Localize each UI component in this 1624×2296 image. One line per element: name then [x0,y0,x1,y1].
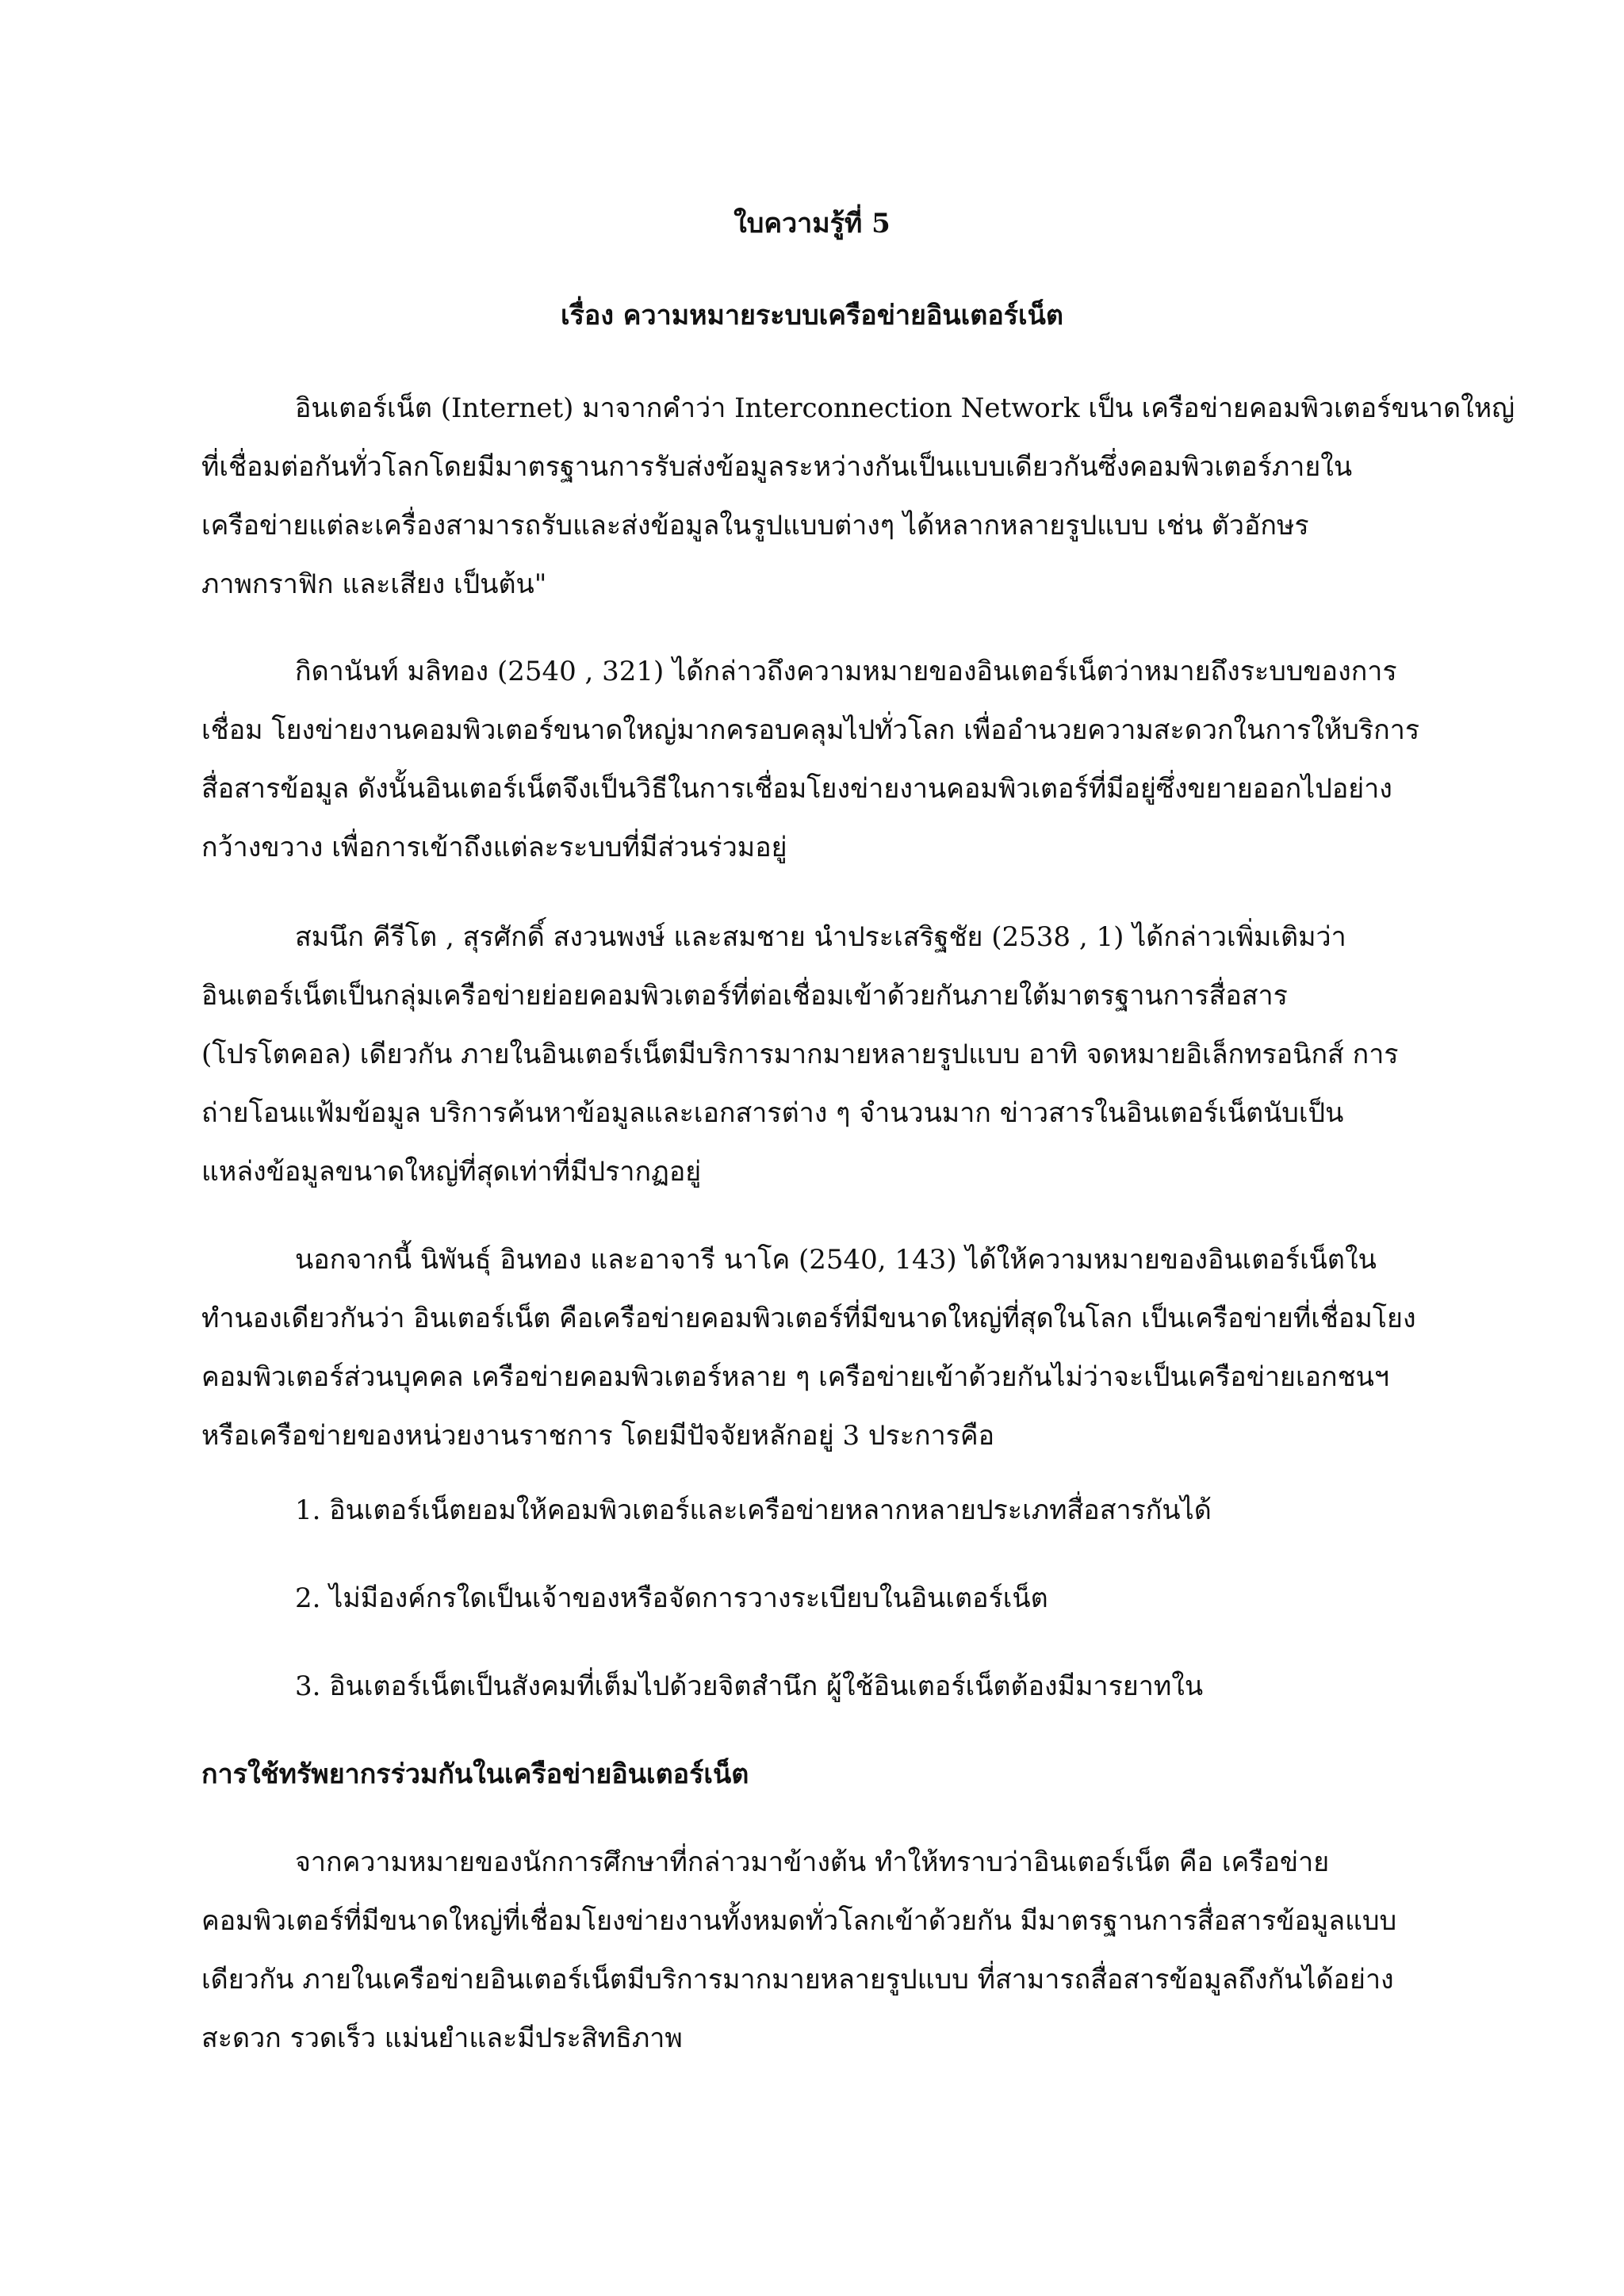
document-subtitle: เรื่อง ความหมายระบบเครือข่ายอินเตอร์เน็ต [561,300,1063,331]
paragraph-line: สมนึก คีรีโต , สุรศักดิ์ สงวนพงษ์ และสมชาย นำประเสริฐชัย (2538 , 1) ได้กล่าวเพิ่มเติมว่า [295,921,1346,953]
paragraph-line: หรือเครือข่ายของหน่วยงานราชการ โดยมีปัจจัยหลักอยู่ 3 ประการคือ [201,1420,995,1452]
paragraph-line: ที่เชื่อมต่อกันทั่วโลกโดยมีมาตรฐานการรับส่งข้อมูลระหว่างกันเป็นแบบเดียวกันซึ่งคอมพิวเตอร์ภายใน [201,451,1353,483]
paragraph-line: คอมพิวเตอร์ส่วนบุคคล เครือข่ายคอมพิวเตอร์หลาย ๆ เครือข่ายเข้าด้วยกันไม่ว่าจะเป็นเครือข่ายเอกชนฯ [201,1361,1390,1393]
list-item: 2. ไม่มีองค์กรใดเป็นเจ้าของหรือจัดการวางระเบียบในอินเตอร์เน็ต [295,1582,1048,1614]
paragraph-line: แหล่งข้อมูลขนาดใหญ่ที่สุดเท่าที่มีปรากฏอยู่ [201,1156,702,1188]
paragraph-line: ถ่ายโอนแฟ้มข้อมูล บริการค้นหาข้อมูลและเอกสารต่าง ๆ จำนวนมาก ข่าวสารในอินเตอร์เน็ตนับเป็น [201,1097,1344,1129]
paragraph-line: ภาพกราฟิก และเสียง เป็นต้น" [201,568,547,600]
paragraph-line: จากความหมายของนักการศึกษาที่กล่าวมาข้างต้น ทำให้ทราบว่าอินเตอร์เน็ต คือ เครือข่าย [295,1846,1330,1878]
paragraph-1 [201,379,1515,614]
paragraph-line: กว้างขวาง เพื่อการเข้าถึงแต่ละระบบที่มีส่วนร่วมอยู่ [201,832,787,863]
paragraph-line: ทำนองเดียวกันว่า อินเตอร์เน็ต คือเครือข่ายคอมพิวเตอร์ที่มีขนาดใหญ่ที่สุดในโลก เป็นเครือข่ายที่เชื่อมโยง [201,1303,1416,1334]
list-item: 1. อินเตอร์เน็ตยอมให้คอมพิวเตอร์และเครือข่ายหลากหลายประเภทสื่อสารกันได้ [295,1494,1212,1526]
paragraph-line: เดียวกัน ภายในเครือข่ายอินเตอร์เน็ตมีบริการมากมายหลายรูปแบบ ที่สามารถสื่อสารข้อมูลถึงกันได้อย่าง [201,1964,1394,1996]
paragraph-line: สะดวก รวดเร็ว แม่นยำและมีประสิทธิภาพ [201,2022,683,2054]
paragraph-3 [201,908,1438,1201]
paragraph-line: สื่อสารข้อมูล ดังนั้นอินเตอร์เน็ตจึงเป็นวิธีในการเชื่อมโยงข่ายงานคอมพิวเตอร์ที่มีอยู่ซึ่งขยายออกไปอย่าง [201,773,1392,805]
paragraph-line: เครือข่ายแต่ละเครื่องสามารถรับและส่งข้อมูลในรูปแบบต่างๆ ได้หลากหลายรูปแบบ เช่น ตัวอักษร [201,510,1309,541]
paragraph-line: กิดานันท์ มลิทอง (2540 , 321) ได้กล่าวถึงความหมายของอินเตอร์เน็ตว่าหมายถึงระบบของการ [295,656,1397,687]
document-title: ใบความรู้ที่ 5 [733,208,891,239]
paragraph-5 [201,1833,1438,2068]
paragraph-line: (โปรโตคอล) เดียวกัน ภายในอินเตอร์เน็ตมีบริการมากมายหลายรูปแบบ อาทิ จดหมายอิเล็กทรอนิกส์ การ [201,1039,1399,1070]
paragraph-2 [201,642,1438,877]
paragraph-line: อินเตอร์เน็ต (Internet) มาจากคำว่า Interconnection Network เป็น เครือข่ายคอมพิวเตอร์ขนาดใหญ่ [295,392,1515,424]
paragraph-line: อินเตอร์เน็ตเป็นกลุ่มเครือข่ายย่อยคอมพิวเตอร์ที่ต่อเชื่อมเข้าด้วยกันภายใต้มาตรฐานการสื่อสาร [201,980,1288,1012]
section-heading: การใช้ทรัพยากรร่วมกันในเครือข่ายอินเตอร์เน็ต [201,1758,749,1790]
paragraph-line: นอกจากนี้ นิพันธุ์ อินทอง และอาจารี นาโค (2540, 143) ได้ให้ความหมายของอินเตอร์เน็ตใน [295,1244,1377,1276]
list-item: 3. อินเตอร์เน็ตเป็นสังคมที่เต็มไปด้วยจิตสำนึก ผู้ใช้อินเตอร์เน็ตต้องมีมารยาทใน [295,1670,1204,1702]
paragraph-line: เชื่อม โยงข่ายงานคอมพิวเตอร์ขนาดใหญ่มากครอบคลุมไปทั่วโลก เพื่ออำนวยความสะดวกในการให้บริการ [201,714,1420,746]
paragraph-4 [201,1230,1438,1465]
paragraph-line: คอมพิวเตอร์ที่มีขนาดใหญ่ที่เชื่อมโยงข่ายงานทั้งหมดทั่วโลกเข้าด้วยกัน มีมาตรฐานการสื่อสารข้อมูลแบบ [201,1905,1397,1937]
